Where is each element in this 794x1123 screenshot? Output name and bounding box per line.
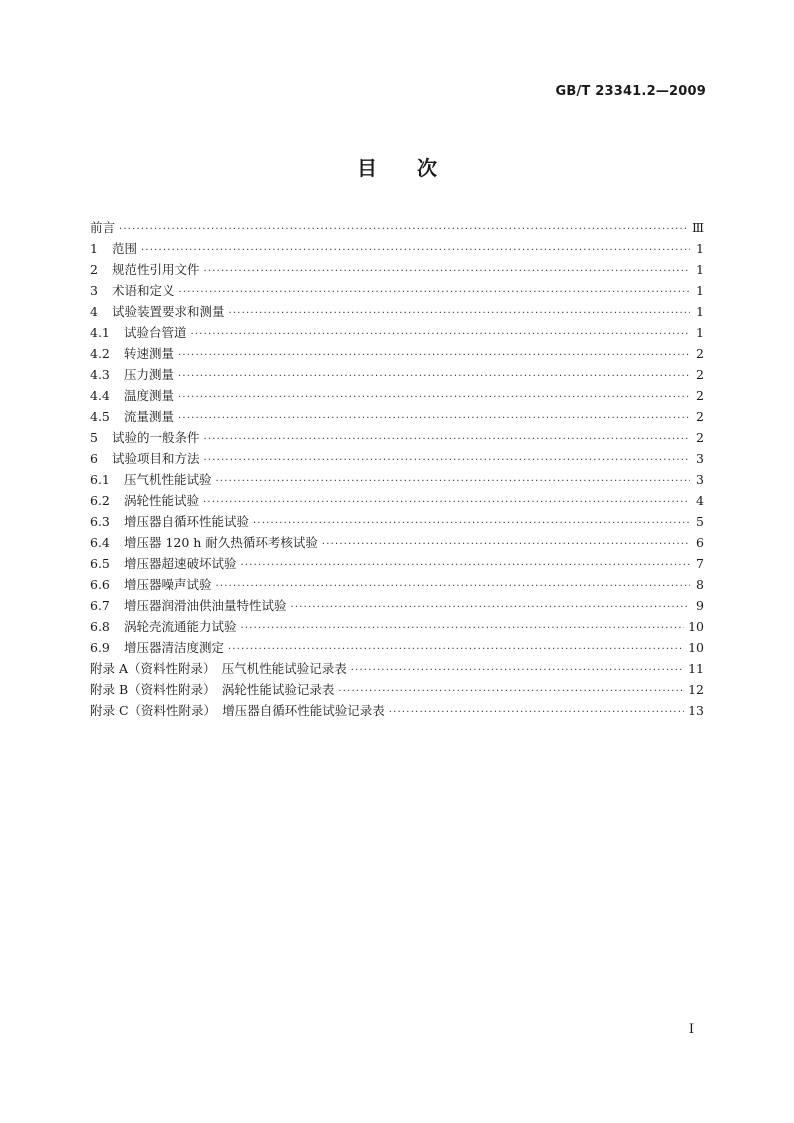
toc-entry[interactable] xyxy=(90,449,704,470)
toc-entry-number: 6 xyxy=(90,451,98,466)
toc-entry-page: 2 xyxy=(696,409,704,424)
toc-entry-number: 6.9 xyxy=(90,640,110,655)
toc-entry[interactable] xyxy=(90,323,704,344)
toc-entry-page: 9 xyxy=(696,598,704,613)
toc-leader-dots xyxy=(178,371,690,382)
toc-leader-dots xyxy=(216,476,690,487)
toc-entry-number: 4.2 xyxy=(90,346,110,361)
toc-entry-page: 1 xyxy=(696,262,704,277)
toc-entry-label: 试验台管道 xyxy=(124,325,187,340)
toc-leader-dots xyxy=(241,560,690,571)
toc-entry-page: 2 xyxy=(696,430,704,445)
toc-entry[interactable] xyxy=(90,239,704,260)
toc-entry-label: 附录 B（资料性附录） 涡轮性能试验记录表 xyxy=(90,682,335,697)
toc-entry-number: 4.3 xyxy=(90,367,110,382)
toc-entry-label: 压气机性能试验 xyxy=(124,472,212,487)
toc-entry-label: 附录 A（资料性附录） 压气机性能试验记录表 xyxy=(90,661,347,676)
toc-leader-dots xyxy=(204,455,690,466)
toc-entry[interactable] xyxy=(90,260,704,281)
toc-entry-page: 5 xyxy=(696,514,704,529)
toc-entry-label: 试验装置要求和测量 xyxy=(112,304,225,319)
page-number: I xyxy=(688,1022,694,1037)
toc-entry-number: 4.4 xyxy=(90,388,110,403)
toc-entry-label: 附录 C（资料性附录） 增压器自循环性能试验记录表 xyxy=(90,703,385,718)
toc-entry-number: 2 xyxy=(90,262,98,277)
toc-entry[interactable] xyxy=(90,428,704,449)
toc-entry-label: 增压器润滑油供油量特性试验 xyxy=(124,598,287,613)
toc-entry-page: 2 xyxy=(696,367,704,382)
toc-entry-number: 6.3 xyxy=(90,514,110,529)
toc-entry-number: 3 xyxy=(90,283,98,298)
toc-entry-number: 6.4 xyxy=(90,535,110,550)
toc-entry-page: 4 xyxy=(696,493,704,508)
toc-entry-page: 2 xyxy=(696,346,704,361)
toc-entry[interactable] xyxy=(90,554,704,575)
toc-entry-label: 涡轮壳流通能力试验 xyxy=(124,619,237,634)
toc-entry[interactable] xyxy=(90,386,704,407)
toc-entry-label: 增压器清洁度测定 xyxy=(124,640,225,655)
toc-entry-page: 8 xyxy=(696,577,704,592)
toc-leader-dots xyxy=(119,224,688,235)
toc-entry-label: 规范性引用文件 xyxy=(112,262,200,277)
toc-entry[interactable] xyxy=(90,344,704,365)
toc-entry[interactable] xyxy=(90,596,704,617)
toc-entry-number: 1 xyxy=(90,241,98,256)
toc-entry[interactable] xyxy=(90,302,704,323)
toc-entry[interactable] xyxy=(90,680,704,701)
toc-leader-dots xyxy=(291,602,690,613)
toc-entry-label: 试验项目和方法 xyxy=(112,451,200,466)
toc-leader-dots xyxy=(228,644,684,655)
toc-entry[interactable] xyxy=(90,281,704,302)
toc-entry-label: 增压器噪声试验 xyxy=(124,577,212,592)
toc-entry[interactable] xyxy=(90,701,704,722)
toc-entry-label: 范围 xyxy=(112,241,138,256)
table-of-contents xyxy=(90,218,704,722)
page-title: 目 次 xyxy=(357,156,437,180)
toc-entry-page: 10 xyxy=(688,619,704,634)
toc-entry[interactable] xyxy=(90,365,704,386)
toc-entry-number: 4.5 xyxy=(90,409,110,424)
toc-leader-dots xyxy=(191,329,690,340)
toc-entry-page: 13 xyxy=(688,703,704,718)
toc-entry-number: 6.5 xyxy=(90,556,110,571)
toc-entry-label: 增压器自循环性能试验 xyxy=(124,514,250,529)
toc-leader-dots xyxy=(204,434,690,445)
toc-entry-page: 3 xyxy=(696,451,704,466)
toc-entry-label: 增压器 120 h 耐久热循环考核试验 xyxy=(124,535,318,550)
toc-entry-page: 11 xyxy=(688,661,704,676)
toc-entry-label: 转速测量 xyxy=(124,346,175,361)
toc-entry-page: 10 xyxy=(688,640,704,655)
toc-entry-label: 术语和定义 xyxy=(112,283,175,298)
toc-leader-dots xyxy=(141,245,690,256)
toc-entry-page: 1 xyxy=(696,325,704,340)
toc-entry-page: 1 xyxy=(696,304,704,319)
toc-entry-label: 前言 xyxy=(90,220,116,235)
toc-leader-dots xyxy=(203,497,690,508)
toc-entry-number: 6.6 xyxy=(90,577,110,592)
toc-leader-dots xyxy=(322,539,690,550)
toc-entry-number: 4.1 xyxy=(90,325,110,340)
toc-leader-dots xyxy=(389,707,684,718)
toc-entry-page: 12 xyxy=(688,682,704,697)
toc-entry[interactable] xyxy=(90,218,704,239)
toc-entry-label: 试验的一般条件 xyxy=(112,430,200,445)
toc-entry[interactable] xyxy=(90,617,704,638)
toc-entry[interactable] xyxy=(90,638,704,659)
toc-entry-number: 6.1 xyxy=(90,472,110,487)
toc-entry[interactable] xyxy=(90,470,704,491)
toc-leader-dots xyxy=(178,413,690,424)
toc-leader-dots xyxy=(178,350,690,361)
toc-entry-label: 增压器超速破坏试验 xyxy=(124,556,237,571)
toc-entry-number: 6.2 xyxy=(90,493,110,508)
toc-leader-dots xyxy=(178,392,690,403)
toc-entry-number: 6.7 xyxy=(90,598,110,613)
toc-entry-label: 涡轮性能试验 xyxy=(124,493,200,508)
toc-leader-dots xyxy=(204,266,690,277)
toc-entry-page: 6 xyxy=(696,535,704,550)
toc-entry-label: 温度测量 xyxy=(124,388,175,403)
toc-entry-page: 2 xyxy=(696,388,704,403)
toc-entry-page: Ⅲ xyxy=(691,220,704,235)
toc-entry-page: 1 xyxy=(696,283,704,298)
toc-leader-dots xyxy=(229,308,690,319)
toc-entry-page: 3 xyxy=(696,472,704,487)
standard-code: GB/T 23341.2—2009 xyxy=(555,84,706,99)
toc-entry[interactable] xyxy=(90,575,704,596)
toc-leader-dots xyxy=(216,581,690,592)
toc-leader-dots xyxy=(338,686,684,697)
toc-leader-dots xyxy=(253,518,690,529)
toc-entry-page: 7 xyxy=(696,556,704,571)
toc-entry[interactable] xyxy=(90,512,704,533)
toc-entry-label: 压力测量 xyxy=(124,367,175,382)
toc-entry[interactable] xyxy=(90,407,704,428)
toc-entry-page: 1 xyxy=(696,241,704,256)
toc-entry[interactable] xyxy=(90,533,704,554)
toc-entry-number: 5 xyxy=(90,430,98,445)
toc-entry-label: 流量测量 xyxy=(124,409,175,424)
toc-leader-dots xyxy=(351,665,684,676)
toc-entry[interactable] xyxy=(90,659,704,680)
toc-leader-dots xyxy=(179,287,690,298)
toc-entry[interactable] xyxy=(90,491,704,512)
toc-leader-dots xyxy=(241,623,685,634)
toc-entry-number: 6.8 xyxy=(90,619,110,634)
toc-entry-number: 4 xyxy=(90,304,98,319)
